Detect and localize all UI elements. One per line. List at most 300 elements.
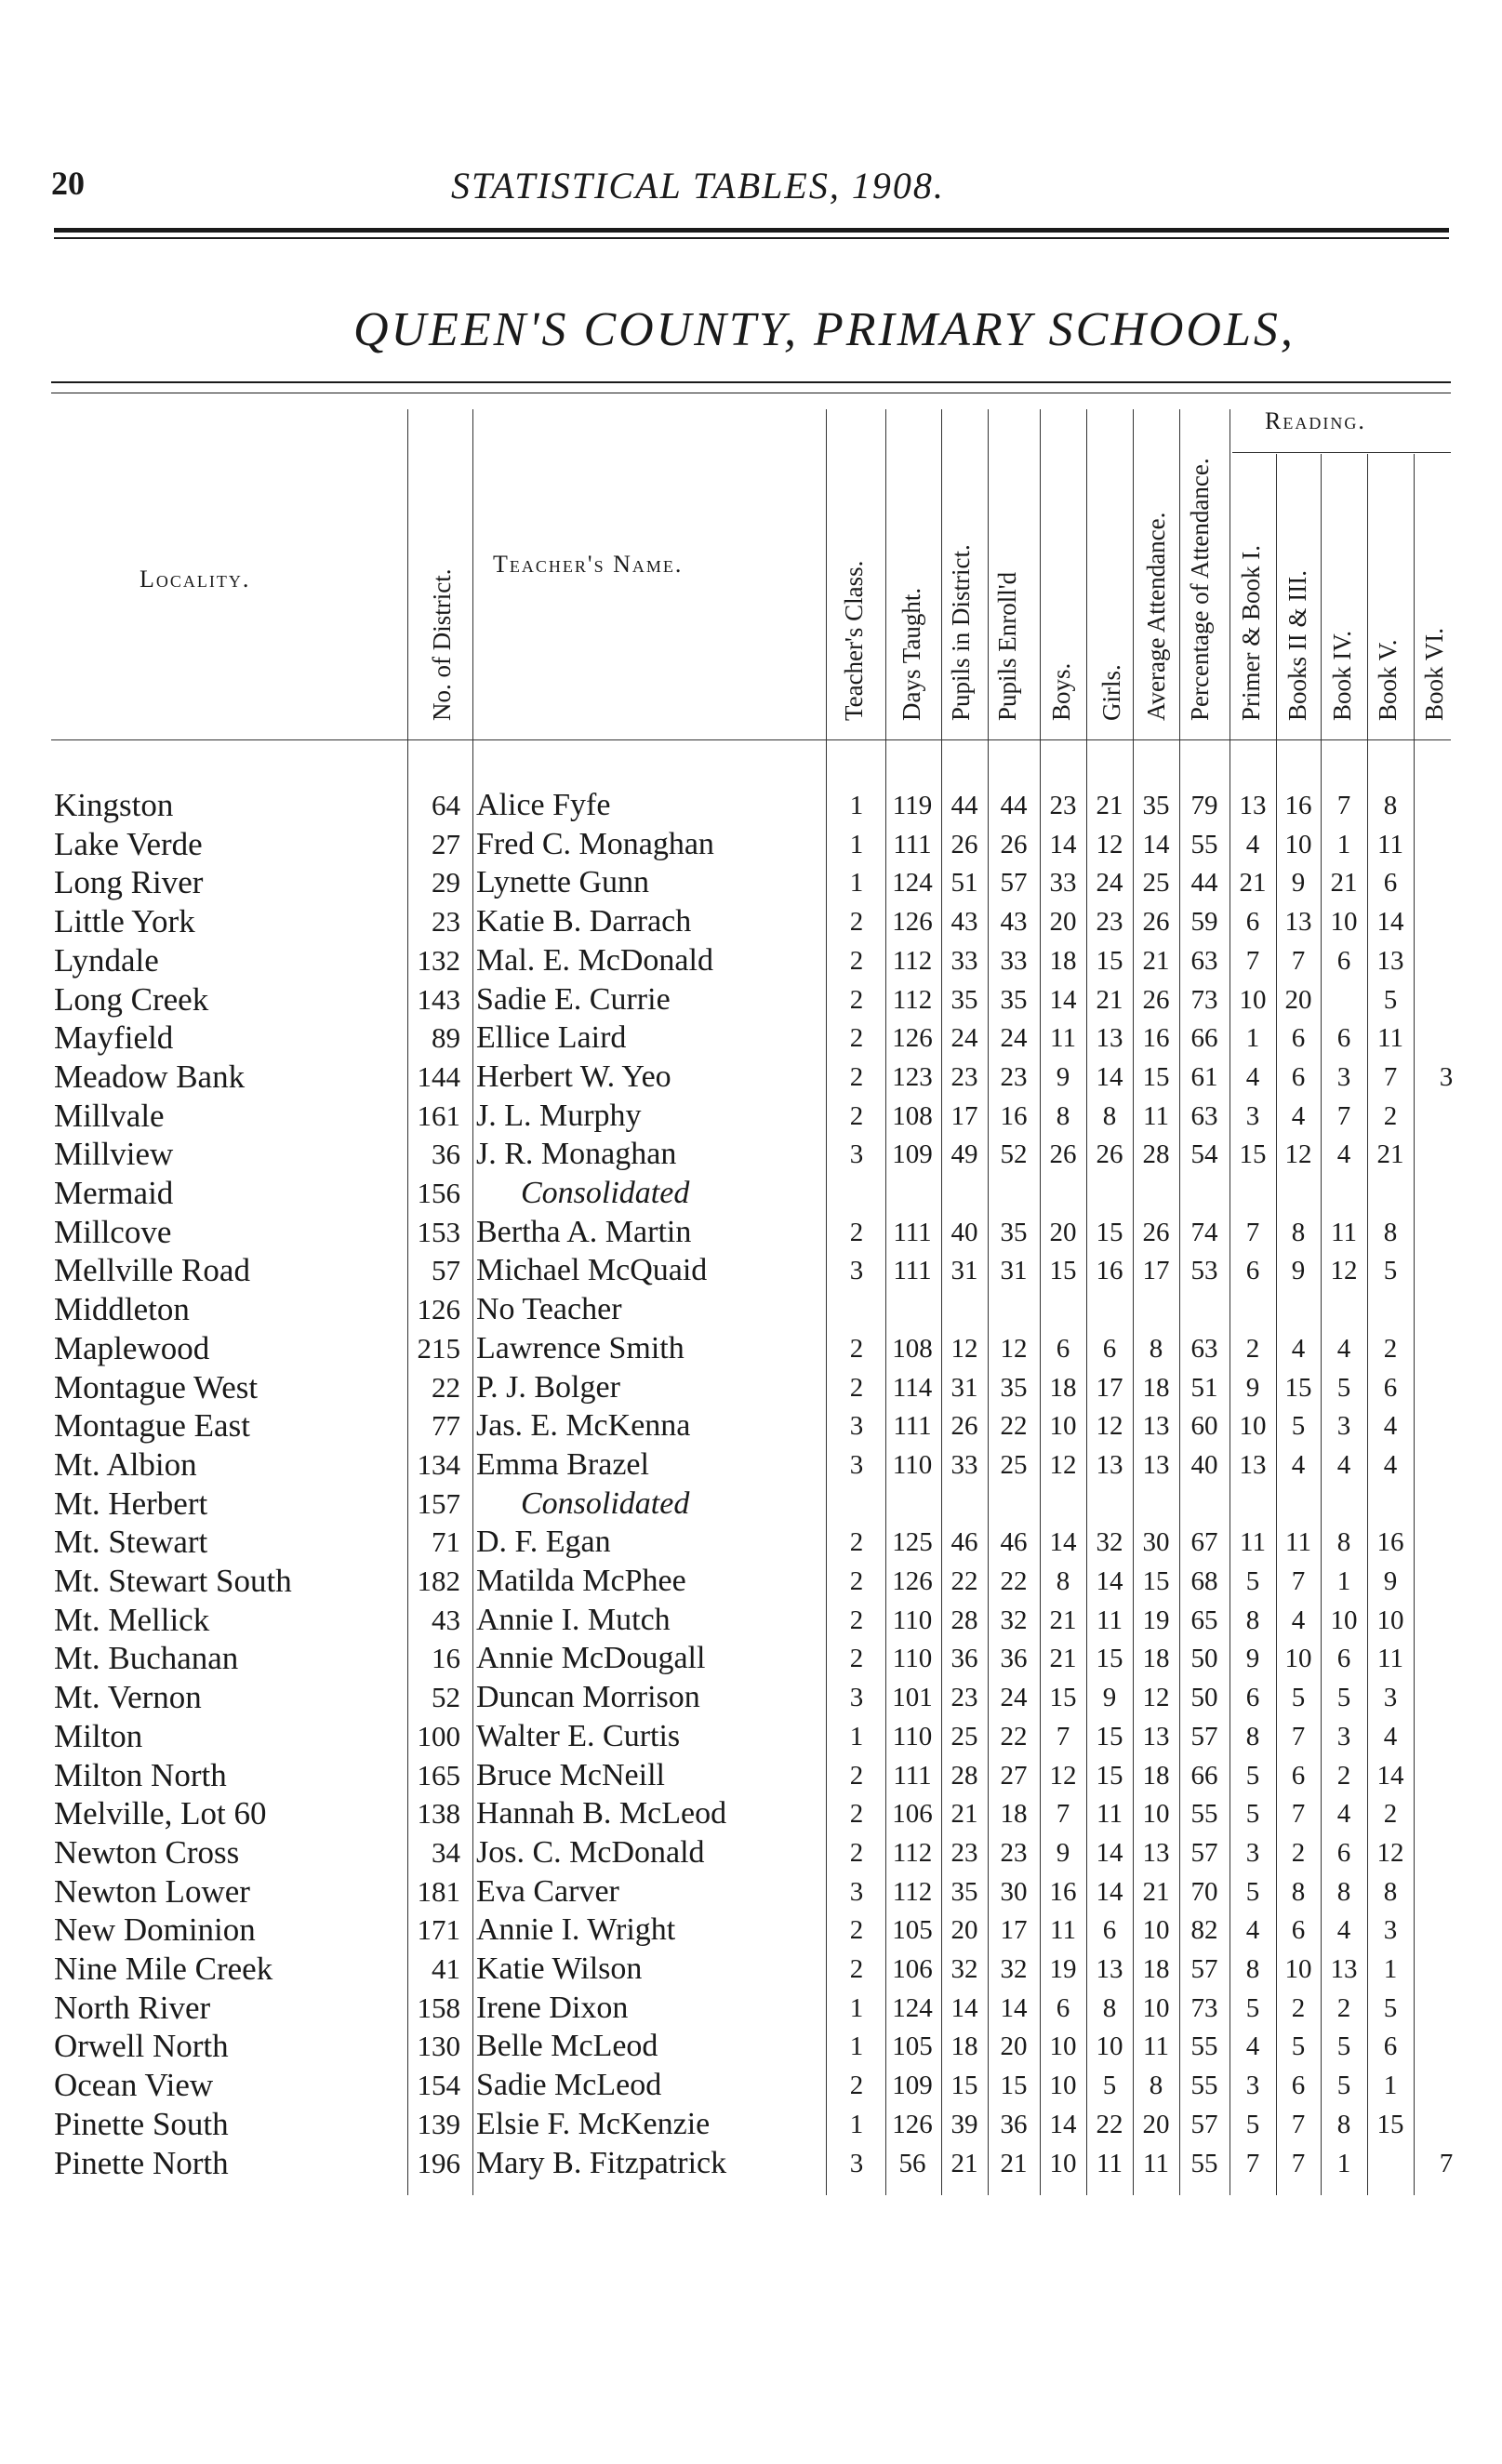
- b6-cell: [1414, 863, 1479, 902]
- table-row: [0, 1950, 1502, 1989]
- b1-cell: [1230, 1485, 1276, 1524]
- district-cell: 27: [432, 827, 460, 860]
- b1-cell: 9: [1245, 1644, 1260, 1674]
- pe-cell: 24: [1000, 1683, 1028, 1713]
- pe-cell: 12: [1000, 1333, 1028, 1364]
- b5-cell: 4: [1383, 1449, 1398, 1480]
- b23-cell: 6: [1291, 1915, 1306, 1946]
- pct-cell: 54: [1190, 1139, 1218, 1170]
- avg-cell: 35: [1142, 791, 1170, 820]
- teacher-cell: Duncan Morrison: [476, 1680, 700, 1715]
- teacher-cell: Jos. C. McDonald: [476, 1834, 705, 1870]
- girls-cell: 15: [1096, 1760, 1123, 1791]
- pd-cell: 33: [950, 945, 978, 976]
- avg-cell: [1133, 1174, 1179, 1213]
- b4-cell: 2: [1336, 1992, 1351, 2023]
- locality-cell: Lake Verde: [54, 825, 203, 862]
- pe-cell: 26: [1000, 829, 1028, 859]
- b1-cell: 7: [1245, 1217, 1260, 1247]
- locality-cell: Montague West: [54, 1368, 259, 1405]
- girls-cell: 17: [1096, 1372, 1123, 1403]
- days-cell: 114: [892, 1372, 933, 1403]
- b23-cell: 15: [1284, 1372, 1312, 1403]
- table-row: [0, 2066, 1502, 2105]
- locality-cell: Newton Cross: [54, 1833, 240, 1871]
- b5-cell: 3: [1383, 1683, 1398, 1713]
- pd-cell: 23: [950, 1061, 978, 1092]
- reading-header-rule: [1232, 452, 1451, 453]
- b23-cell: 5: [1291, 1683, 1306, 1713]
- teacher-cell: Elsie F. McKenzie: [476, 2106, 711, 2141]
- pd-cell: 22: [950, 1566, 978, 1596]
- days-cell: 109: [892, 2071, 933, 2101]
- pct-cell: 57: [1190, 1721, 1218, 1751]
- days-cell: 126: [892, 1023, 933, 1054]
- header-reading: Reading.: [1265, 407, 1366, 434]
- days-cell: 112: [892, 1837, 933, 1868]
- b4-cell: 5: [1336, 1683, 1351, 1713]
- boys-cell: 6: [1056, 1992, 1070, 2023]
- pct-cell: 61: [1190, 1061, 1218, 1092]
- b1-cell: 1: [1245, 1023, 1260, 1054]
- district-cell: 23: [432, 905, 460, 939]
- avg-cell: 13: [1142, 1411, 1170, 1442]
- district-cell: 132: [417, 943, 460, 977]
- days-cell: 110: [892, 1449, 933, 1480]
- pd-cell: 46: [950, 1527, 978, 1558]
- locality-cell: Mt. Mellick: [54, 1601, 210, 1638]
- pct-cell: 57: [1190, 1954, 1218, 1984]
- b23-cell: 7: [1291, 1799, 1306, 1830]
- b23-cell: 8: [1291, 1217, 1306, 1247]
- boys-cell: 9: [1056, 1837, 1070, 1868]
- cls-cell: [828, 1174, 885, 1213]
- pe-cell: 36: [1000, 2109, 1028, 2139]
- teacher-cell: Herbert W. Yeo: [476, 1059, 671, 1094]
- days-cell: 109: [892, 1139, 933, 1170]
- pct-cell: 55: [1190, 2148, 1218, 2178]
- pe-cell: 30: [1000, 1876, 1028, 1907]
- b5-cell: 11: [1377, 1644, 1403, 1674]
- b23-cell: [1276, 1290, 1321, 1329]
- days-cell: 112: [892, 984, 933, 1015]
- b5-cell: [1367, 2144, 1414, 2183]
- table-row: [0, 1329, 1502, 1368]
- b5-cell: 16: [1376, 1527, 1404, 1558]
- b5-cell: 7: [1383, 1061, 1398, 1092]
- locality-cell: Montague East: [54, 1407, 250, 1445]
- b6-cell: [1414, 1911, 1479, 1950]
- table-row: [0, 1213, 1502, 1252]
- pct-cell: 63: [1190, 1100, 1218, 1131]
- teacher-cell: Bruce McNeill: [476, 1757, 665, 1792]
- b5-cell: 14: [1376, 1760, 1404, 1791]
- pd-cell: 24: [950, 1023, 978, 1054]
- b4-cell: 7: [1336, 1100, 1351, 1131]
- pct-cell: [1179, 1290, 1230, 1329]
- district-cell: 36: [432, 1138, 460, 1171]
- boys-cell: [1040, 1485, 1086, 1524]
- boys-cell: 20: [1049, 907, 1077, 938]
- cls-cell: 3: [849, 2148, 864, 2178]
- pd-cell: 21: [950, 2148, 978, 2178]
- pd-cell: 43: [950, 907, 978, 938]
- pct-cell: 51: [1190, 1372, 1218, 1403]
- b23-cell: 9: [1291, 868, 1306, 899]
- header-book-5: Book V.: [1374, 639, 1402, 721]
- district-cell: 71: [432, 1525, 460, 1559]
- locality-cell: Pinette South: [54, 2105, 229, 2142]
- header-teacher-name: Teacher's Name.: [493, 551, 684, 578]
- girls-cell: 11: [1097, 1605, 1123, 1635]
- b23-cell: 10: [1284, 829, 1312, 859]
- cls-cell: 1: [849, 868, 864, 899]
- cls-cell: 3: [849, 1876, 864, 1907]
- district-cell: 181: [417, 1874, 460, 1908]
- b4-cell: 4: [1336, 1799, 1351, 1830]
- b6-cell: [1414, 941, 1479, 980]
- teacher-cell: Consolidated: [521, 1485, 690, 1521]
- avg-cell: 15: [1142, 1566, 1170, 1596]
- cls-cell: 2: [849, 1333, 864, 1364]
- days-cell: 125: [892, 1527, 933, 1558]
- locality-cell: Milton North: [54, 1756, 227, 1793]
- locality-cell: Maplewood: [54, 1329, 210, 1366]
- b6-cell: [1414, 1251, 1479, 1290]
- pct-cell: 63: [1190, 945, 1218, 976]
- pct-cell: 50: [1190, 1644, 1218, 1674]
- locality-cell: Millcove: [54, 1213, 172, 1250]
- pd-cell: [941, 1290, 988, 1329]
- b23-cell: 2: [1291, 1837, 1306, 1868]
- table-row: [0, 1678, 1502, 1717]
- boys-cell: 7: [1056, 1799, 1070, 1830]
- days-cell: 106: [892, 1954, 933, 1984]
- girls-cell: 13: [1096, 1954, 1123, 1984]
- b1-cell: 8: [1245, 1721, 1260, 1751]
- days-cell: 112: [892, 945, 933, 976]
- teacher-cell: Annie I. Wright: [476, 1912, 676, 1948]
- cls-cell: 3: [849, 1449, 864, 1480]
- b23-cell: 6: [1291, 1760, 1306, 1791]
- district-cell: 29: [432, 866, 460, 899]
- avg-cell: 20: [1142, 2109, 1170, 2139]
- girls-cell: 9: [1102, 1683, 1117, 1713]
- girls-cell: 11: [1097, 2148, 1123, 2178]
- pct-cell: 55: [1190, 1799, 1218, 1830]
- pe-cell: [988, 1485, 1040, 1524]
- b1-cell: 7: [1245, 945, 1260, 976]
- b6-cell: [1414, 1639, 1479, 1678]
- b6-cell: [1414, 825, 1479, 864]
- table-row: [0, 1406, 1502, 1445]
- avg-cell: 18: [1142, 1644, 1170, 1674]
- locality-cell: Mt. Stewart: [54, 1524, 208, 1561]
- avg-cell: 16: [1142, 1023, 1170, 1054]
- pe-cell: 35: [1000, 1372, 1028, 1403]
- boys-cell: [1040, 1174, 1086, 1213]
- locality-cell: Milton: [54, 1717, 143, 1754]
- avg-cell: 18: [1142, 1760, 1170, 1791]
- pct-cell: 55: [1190, 2071, 1218, 2101]
- pd-cell: 28: [950, 1760, 978, 1791]
- b4-cell: 8: [1336, 1527, 1351, 1558]
- locality-cell: Millvale: [54, 1097, 165, 1134]
- avg-cell: 10: [1142, 1992, 1170, 2023]
- table-row: [0, 1833, 1502, 1872]
- b4-cell: 6: [1336, 945, 1351, 976]
- b1-cell: 6: [1245, 1256, 1260, 1286]
- locality-cell: Mt. Vernon: [54, 1679, 202, 1716]
- pd-cell: 18: [950, 2031, 978, 2062]
- girls-cell: 23: [1096, 907, 1123, 938]
- cls-cell: 2: [849, 1954, 864, 1984]
- boys-cell: 26: [1049, 1139, 1077, 1170]
- header-days-taught: Days Taught.: [897, 587, 925, 721]
- header-bottom-rule: [51, 739, 1451, 740]
- pct-cell: 59: [1190, 907, 1218, 938]
- b23-cell: 6: [1291, 1061, 1306, 1092]
- b1-cell: 4: [1245, 2031, 1260, 2062]
- girls-cell: 6: [1102, 1915, 1117, 1946]
- boys-cell: 18: [1049, 1372, 1077, 1403]
- cls-cell: 2: [849, 2071, 864, 2101]
- b5-cell: 6: [1383, 1372, 1398, 1403]
- pd-cell: 25: [950, 1721, 978, 1751]
- b23-cell: 9: [1291, 1256, 1306, 1286]
- b1-cell: 5: [1245, 2109, 1260, 2139]
- pe-cell: 52: [1000, 1139, 1028, 1170]
- girls-cell: 11: [1097, 1799, 1123, 1830]
- pd-cell: 26: [950, 1411, 978, 1442]
- days-cell: 110: [892, 1644, 933, 1674]
- boys-cell: 11: [1050, 1023, 1076, 1054]
- pe-cell: 35: [1000, 1217, 1028, 1247]
- b4-cell: 5: [1336, 2071, 1351, 2101]
- pct-cell: 70: [1190, 1876, 1218, 1907]
- boys-cell: 23: [1049, 791, 1077, 820]
- b6-cell: [1414, 1445, 1479, 1485]
- avg-cell: 13: [1142, 1837, 1170, 1868]
- days-cell: 124: [892, 868, 933, 899]
- teacher-cell: Ellice Laird: [476, 1020, 627, 1056]
- pd-cell: [941, 1174, 988, 1213]
- cls-cell: [828, 1290, 885, 1329]
- pct-cell: 63: [1190, 1333, 1218, 1364]
- table-row: [0, 786, 1502, 825]
- b4-cell: 5: [1336, 1372, 1351, 1403]
- district-cell: 64: [432, 789, 460, 821]
- b1-cell: 21: [1239, 868, 1267, 899]
- boys-cell: 19: [1049, 1954, 1077, 1984]
- teacher-cell: Alice Fyfe: [476, 788, 611, 822]
- locality-cell: Mt. Stewart South: [54, 1563, 292, 1599]
- teacher-cell: Hannah B. McLeod: [476, 1796, 727, 1831]
- b23-cell: 10: [1284, 1954, 1312, 1984]
- boys-cell: 11: [1050, 1915, 1076, 1946]
- girls-cell: 15: [1096, 945, 1123, 976]
- b6-cell: [1414, 1601, 1479, 1640]
- cls-cell: 3: [849, 1256, 864, 1286]
- table-row: [0, 1290, 1502, 1329]
- b1-cell: 7: [1245, 2148, 1260, 2178]
- b6-cell: [1414, 1717, 1479, 1756]
- b5-cell: 14: [1376, 907, 1404, 938]
- cls-cell: 2: [849, 1372, 864, 1403]
- pe-cell: 35: [1000, 984, 1028, 1015]
- locality-cell: Orwell North: [54, 2028, 229, 2065]
- pct-cell: 57: [1190, 1837, 1218, 1868]
- locality-cell: Lyndale: [54, 941, 159, 979]
- days-cell: 56: [898, 2148, 926, 2178]
- girls-cell: 14: [1096, 1061, 1123, 1092]
- pd-cell: 49: [950, 1139, 978, 1170]
- boys-cell: 21: [1049, 1605, 1077, 1635]
- days-cell: 123: [892, 1061, 933, 1092]
- pct-cell: [1179, 1485, 1230, 1524]
- boys-cell: 12: [1049, 1449, 1077, 1480]
- locality-cell: Pinette North: [54, 2144, 229, 2181]
- header-locality: Locality.: [140, 566, 251, 593]
- pd-cell: 35: [950, 1876, 978, 1907]
- b6-cell: [1414, 1872, 1479, 1911]
- b1-cell: 13: [1239, 791, 1267, 820]
- b4-cell: 8: [1336, 2109, 1351, 2139]
- b5-cell: 13: [1376, 945, 1404, 976]
- girls-cell: 32: [1096, 1527, 1123, 1558]
- cls-cell: 2: [849, 945, 864, 976]
- district-cell: 100: [417, 1719, 460, 1752]
- teacher-cell: Matilda McPhee: [476, 1564, 686, 1598]
- locality-cell: New Dominion: [54, 1911, 256, 1949]
- avg-cell: [1133, 1485, 1179, 1524]
- district-cell: 143: [417, 982, 460, 1016]
- b23-cell: 5: [1291, 2031, 1306, 2062]
- b1-cell: 4: [1245, 1061, 1260, 1092]
- header-boys: Boys.: [1047, 662, 1075, 721]
- locality-cell: Kingston: [54, 787, 174, 823]
- pd-cell: 23: [950, 1683, 978, 1713]
- b5-cell: 8: [1383, 1217, 1398, 1247]
- cls-cell: 3: [849, 1411, 864, 1442]
- b5-cell: [1367, 1485, 1414, 1524]
- b4-cell: 10: [1330, 1605, 1358, 1635]
- district-cell: 57: [432, 1254, 460, 1287]
- table-row: [0, 1058, 1502, 1097]
- table-row: [0, 941, 1502, 980]
- cls-cell: 2: [849, 1915, 864, 1946]
- boys-cell: 10: [1049, 2071, 1077, 2101]
- table-row: [0, 1368, 1502, 1407]
- b4-cell: [1321, 1290, 1367, 1329]
- locality-cell: Meadow Bank: [54, 1058, 246, 1095]
- teacher-cell: Emma Brazel: [476, 1446, 649, 1482]
- boys-cell: 6: [1056, 1333, 1070, 1364]
- b6-cell: [1414, 1833, 1479, 1872]
- pe-cell: 27: [1000, 1760, 1028, 1791]
- pe-cell: 31: [1000, 1256, 1028, 1286]
- cls-cell: 1: [849, 2031, 864, 2062]
- cls-cell: 2: [849, 984, 864, 1015]
- b5-cell: 1: [1383, 2071, 1398, 2101]
- district-cell: 134: [417, 1447, 460, 1481]
- avg-cell: 17: [1142, 1256, 1170, 1286]
- locality-cell: Melville, Lot 60: [54, 1795, 267, 1832]
- table-row: [0, 1794, 1502, 1833]
- avg-cell: 12: [1142, 1683, 1170, 1713]
- table-row: [0, 1639, 1502, 1678]
- b5-cell: 6: [1383, 868, 1398, 899]
- days-cell: 106: [892, 1799, 933, 1830]
- table-row: [0, 1019, 1502, 1058]
- header-percentage-attendance: Percentage of Attendance.: [1186, 458, 1214, 721]
- b5-cell: 2: [1383, 1333, 1398, 1364]
- teacher-cell: Katie B. Darrach: [476, 904, 692, 939]
- girls-cell: 10: [1096, 2031, 1123, 2062]
- b23-cell: 20: [1284, 984, 1312, 1015]
- pd-cell: 23: [950, 1837, 978, 1868]
- teacher-cell: J. R. Monaghan: [476, 1137, 677, 1172]
- girls-cell: 16: [1096, 1256, 1123, 1286]
- girls-cell: 24: [1096, 868, 1123, 899]
- avg-cell: 18: [1142, 1372, 1170, 1403]
- locality-cell: Mt. Herbert: [54, 1485, 208, 1522]
- b4-cell: 7: [1336, 791, 1351, 820]
- teacher-cell: P. J. Bolger: [476, 1369, 620, 1405]
- table-row: [0, 1872, 1502, 1911]
- pct-cell: 40: [1190, 1449, 1218, 1480]
- b23-cell: 4: [1291, 1449, 1306, 1480]
- pd-cell: 26: [950, 829, 978, 859]
- table-row: [0, 1601, 1502, 1640]
- b5-cell: [1367, 1290, 1414, 1329]
- district-cell: 22: [432, 1370, 460, 1404]
- locality-cell: Long Creek: [54, 980, 209, 1018]
- b1-cell: [1230, 1174, 1276, 1213]
- pe-cell: 14: [1000, 1992, 1028, 2023]
- boys-cell: 20: [1049, 1217, 1077, 1247]
- table-title: QUEEN'S COUNTY, PRIMARY SCHOOLS,: [353, 303, 1296, 356]
- pd-cell: 14: [950, 1992, 978, 2023]
- pd-cell: 17: [950, 1100, 978, 1131]
- girls-cell: 5: [1102, 2071, 1117, 2101]
- pd-cell: 21: [950, 1799, 978, 1830]
- b4-cell: 21: [1330, 868, 1358, 899]
- cls-cell: 1: [849, 791, 864, 820]
- b5-cell: 12: [1376, 1837, 1404, 1868]
- table-row: [0, 902, 1502, 941]
- pe-cell: 43: [1000, 907, 1028, 938]
- b4-cell: 11: [1331, 1217, 1357, 1247]
- pe-cell: 22: [1000, 1566, 1028, 1596]
- table-row: [0, 1251, 1502, 1290]
- b23-cell: 7: [1291, 945, 1306, 976]
- days-cell: [884, 1290, 941, 1329]
- district-cell: 126: [417, 1293, 460, 1326]
- table-row: [0, 1717, 1502, 1756]
- pct-cell: 68: [1190, 1566, 1218, 1596]
- teacher-cell: Lawrence Smith: [476, 1330, 685, 1365]
- cls-cell: 2: [849, 1837, 864, 1868]
- b23-cell: 4: [1291, 1100, 1306, 1131]
- b6-cell: [1414, 1290, 1479, 1329]
- girls-cell: 14: [1096, 1876, 1123, 1907]
- b23-cell: 8: [1291, 1876, 1306, 1907]
- teacher-cell: Bertha A. Martin: [476, 1214, 692, 1249]
- pe-cell: 46: [1000, 1527, 1028, 1558]
- locality-cell: North River: [54, 1989, 211, 2026]
- b1-cell: 8: [1245, 1605, 1260, 1635]
